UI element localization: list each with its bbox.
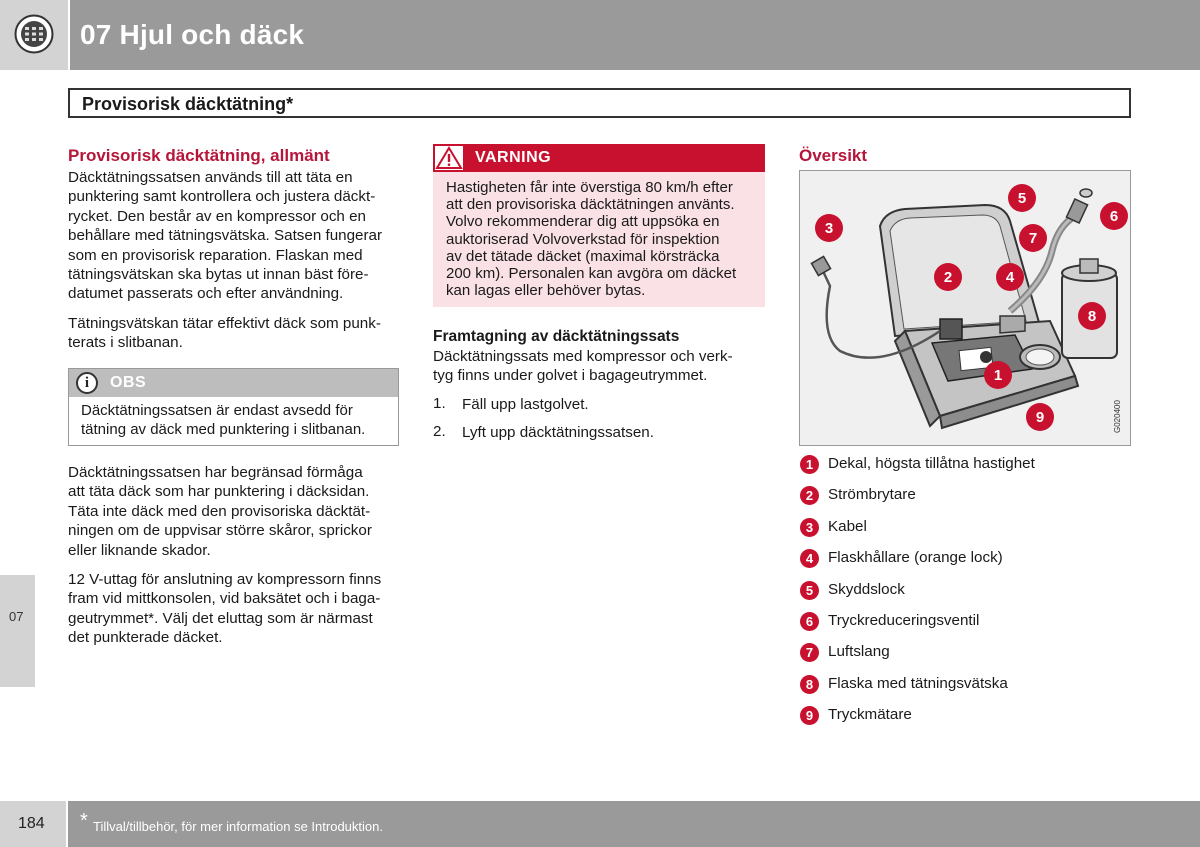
warning-triangle-icon	[435, 146, 463, 170]
info-icon: i	[76, 372, 98, 394]
general-paragraph-4: 12 V-uttag för anslutning av kompressorn finns fram vid mittkonsolen, vid baksätet och i baga- geutrymmet*. Välj det eluttag som är närmast det punkterade däcket.	[68, 571, 382, 647]
svg-text:7: 7	[1028, 230, 1038, 247]
callout-5	[1008, 184, 1036, 212]
general-paragraph-1: Däcktätningssatsen används till att täta en punktering samt kontrollera och justera däckt- rycket. Den består av en kompressor och en behållare med tätningsvätska. Satsen fungerar som en provisorisk reparation. Flaskan med tätningsvätskan ska bytas ut innan bäst före- datumet passerats och efter användning.	[68, 169, 383, 303]
general-heading: Provisorisk däcktätning, allmänt	[68, 146, 330, 165]
warning-label: VARNING	[475, 149, 552, 166]
svg-text:9: 9	[1035, 409, 1045, 426]
step-2-text: Lyft upp däcktätningssatsen.	[462, 424, 654, 441]
obs-label: OBS	[110, 374, 147, 391]
side-tab-label: 07	[9, 609, 24, 624]
callout-7	[1019, 224, 1047, 252]
callout-3	[815, 214, 843, 242]
page-number: 184	[18, 815, 45, 832]
callout-9	[1026, 403, 1054, 431]
step-2-number: 2.	[433, 423, 446, 440]
step-1-number: 1.	[433, 395, 446, 412]
section-title: Provisorisk däcktätning*	[82, 94, 294, 114]
retrieval-heading: Framtagning av däcktätningssats	[433, 328, 680, 345]
svg-text:1: 1	[993, 367, 1003, 384]
callout-8	[1078, 302, 1106, 330]
section-title-box	[68, 88, 1131, 118]
svg-text:5: 5	[1017, 190, 1027, 207]
callout-4	[996, 263, 1024, 291]
obs-header	[69, 369, 398, 397]
retrieval-intro: Däcktätningssats med kompressor och verk- tyg finns under golvet i bagageutrymmet.	[433, 348, 733, 385]
tire-icon	[14, 14, 54, 54]
general-paragraph-2: Tätningsvätskan tätar effektivt däck som punk- terats i slitbanan.	[68, 315, 381, 352]
callout-2	[934, 263, 962, 291]
chapter-title: 07 Hjul och däck	[80, 19, 305, 50]
warning-text: Hastigheten får inte överstiga 80 km/h efter att den provisoriska däcktätningen använts. Volvo rekommenderar dig att uppsöka en auktoriserad Volvoverkstad för inspektion av det tätade däcket (maximal körsträcka 200 km). Personalen kan avgöra om däcket kan lagas eller behöver bytas.	[446, 179, 737, 300]
svg-text:8: 8	[1087, 308, 1097, 325]
chapter-side-tab	[0, 575, 35, 687]
warning-box	[433, 144, 765, 307]
general-paragraph-3: Däcktätningssatsen har begränsad förmåga att täta däck som har punktering i däcksidan. Täta inte däck med den provisoriska däcktät- ningen om de uppvisar större skåror, sprickor eller liknande skador.	[68, 464, 372, 559]
image-code: G020400	[1113, 400, 1122, 433]
svg-text:4: 4	[1005, 269, 1015, 286]
kit-drawing	[800, 171, 1130, 445]
footnote-star: *	[80, 810, 88, 832]
step-1-text: Fäll upp lastgolvet.	[462, 396, 589, 413]
warning-icon-box	[435, 146, 463, 170]
warning-header	[433, 144, 765, 172]
tire-sealing-kit-illustration	[799, 170, 1131, 446]
footnote-text: Tillval/tillbehör, för mer information se Introduktion.	[93, 819, 383, 834]
callout-6	[1100, 202, 1128, 230]
chapter-icon-box	[0, 0, 68, 70]
svg-text:6: 6	[1109, 208, 1119, 225]
overview-heading: Översikt	[799, 146, 868, 165]
svg-text:3: 3	[824, 220, 834, 237]
callout-1	[984, 361, 1012, 389]
obs-note-box	[68, 368, 399, 446]
svg-text:2: 2	[943, 269, 953, 286]
obs-text: Däcktätningssatsen är endast avsedd för tätning av däck med punktering i slitbanan.	[81, 402, 366, 438]
